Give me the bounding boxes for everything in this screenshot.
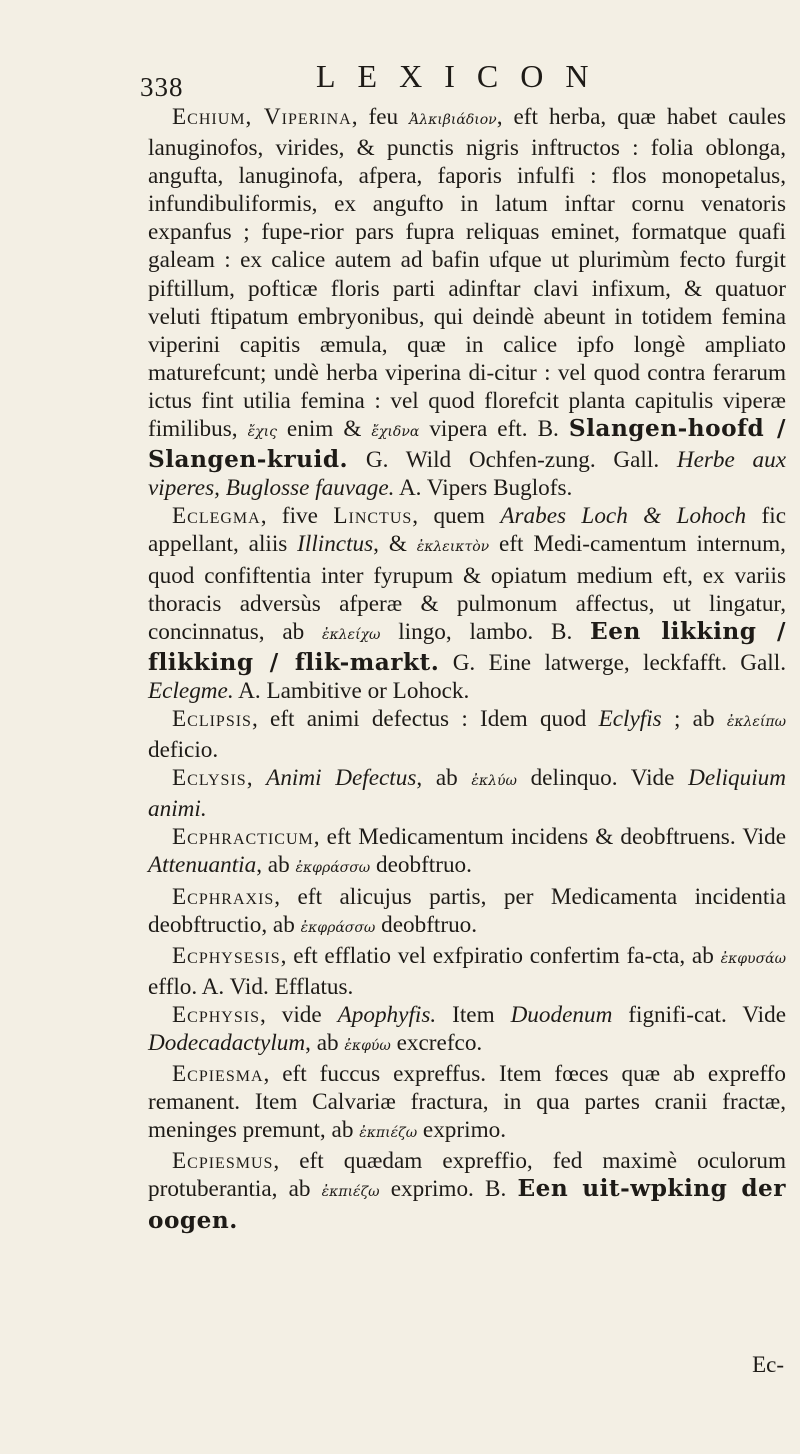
entry-ecphracticum [148, 823, 786, 882]
entry-text: delinquo. Vide [516, 765, 689, 792]
german-gloss: Slangen-hoofd / Slangen-kruid. [148, 415, 787, 474]
entry-text: , eft efflatio vel exfpiratio confertim fa-cta, ab [280, 942, 721, 969]
entry-lemma: Ecphracticum [172, 824, 314, 851]
entry-text: lingo, lambo. B. [380, 618, 591, 645]
entry-ecphraxis [148, 883, 786, 942]
entry-text: , eft herba, quæ habet caules lanuginofos, virides, & punctis nigris inftructos : folia oblonga, angufta, lanuginofa, afpera, faporis infulfi : flos monopetalus, infundibuliformis, ex angufto in latum inftar cornu venatoris expanfus ; fupe-rior pars fupra reliquas eminet, formatque quafi galeam : ex calice autem ad bafin ufque ut plurimùm fecto furgit piftillum, pofticæ floris parti adinftar clavi infixum, & quatuor veluti ftipatum embryonibus, qui deindè abeunt in totidem femina viperini capitis æmula, quæ in calice ipfo longè ampliato maturefcunt; undè herba viperina di-citur : vel quod contra ferarum ictus fint utilia femina : vel quod florefcit planta capitulis viperæ fimilibus, [148, 104, 787, 443]
greek-term: ἐκφυσάω [720, 950, 786, 967]
greek-term: ἔχιδνα [371, 424, 420, 441]
italic-term: Arabes Loch & Lohoch [500, 503, 747, 530]
entry-text: , ab [305, 1030, 345, 1056]
entry-text: fic appellant, aliis [148, 503, 786, 558]
entry-text: deobftruo. [370, 852, 472, 879]
greek-term: ἐκφύω [344, 1038, 391, 1054]
entry-text: , & [373, 531, 417, 558]
entry-lemma: Eclegma [172, 503, 261, 530]
entry-text: , ab [256, 852, 296, 879]
entry-text: , ab [416, 765, 472, 792]
entry-text: enim & [276, 416, 372, 443]
entry-text: fignifi-cat. Vide [612, 1001, 787, 1028]
entry-text: eft Medi-camentum internum, quod confiftentia inter fyrupum & opiatum medium eft, ex variis thoracis adversùs afperæ & pulmonum affectus, ut lingatur, concinnatus, ab [148, 531, 786, 645]
entry-text: vipera eft. B. [419, 416, 569, 443]
italic-term: Attenuantia [148, 852, 257, 879]
entry-text: , eft quædam expreffio, fed maximè oculorum protuberantia, ab [148, 1148, 786, 1203]
entry-lemma: Eclipsis [172, 705, 252, 732]
greek-term: ἐκλεικτὸν [416, 539, 490, 556]
synonym-lemma: Linctus [333, 503, 413, 530]
entry-text: , feu [351, 104, 410, 130]
entry-text: deobftruo. [375, 911, 478, 938]
entry-text: G. Eine latwerge, leckfafft. Gall. [439, 649, 786, 676]
entry-lemma: Ecphysesis [172, 942, 281, 969]
greek-term: ἐκλύω [471, 773, 517, 790]
italic-term: Deliquium animi. [148, 765, 787, 823]
greek-term: ἐκλείπω [726, 713, 786, 730]
entry-text: efflo. A. Vid. Efflatus. [148, 973, 354, 1000]
entry-lemma: Ecphysis [172, 1001, 260, 1028]
page-number: 338 [140, 72, 184, 102]
entry-text: , quem [412, 503, 501, 530]
entry-text: ; ab [661, 705, 727, 732]
italic-term: Illinctus [297, 531, 374, 558]
entry-text: A. Vipers Buglofs. [394, 475, 573, 502]
entry-text: exprimo. [417, 1117, 506, 1144]
greek-term: ἐκλείχω [321, 626, 381, 643]
entry-eclegma [148, 502, 786, 705]
german-gloss: Een uit-wpking der oogen. [148, 1175, 786, 1234]
entry-text: , eft fuccus expreffus. Item fœces quæ ab expreffo remanent. Item Calvariæ fractura, in qua partes cranii fractæ, meninges premunt, ab [148, 1061, 786, 1144]
entry-text: G. Wild Ochfen-zung. Gall. [348, 447, 677, 474]
italic-term: Duodenum [510, 1001, 613, 1028]
greek-term: ἔχις [247, 424, 277, 441]
lexicon-entries [148, 103, 786, 1235]
german-gloss: Een likking / flikking / flik-markt. [148, 617, 787, 676]
entry-text: , vide [259, 1001, 338, 1028]
entry-lemma: Echium, Viperina [172, 104, 352, 130]
greek-term: ἐκπιέζω [359, 1125, 418, 1142]
entry-text: deficio. [148, 737, 219, 764]
italic-term: Animi Defectus [266, 765, 417, 792]
entry-eclysis [148, 764, 786, 823]
entry-lemma: Ecpiesma [172, 1061, 264, 1088]
greek-term: ἐκφράσσω [300, 919, 376, 936]
entry-text: , eft alicujus partis, per Medicamenta incidentia deobftructio, ab [148, 883, 786, 938]
entry-lemma: Eclysis [172, 765, 247, 792]
entry-text: A. Lambitive or Lohock. [233, 677, 470, 704]
italic-term: Apophyfis. [337, 1001, 437, 1028]
greek-term: ἐκφράσσω [295, 860, 371, 877]
italic-term: Herbe aux viperes, Buglosse fauvage. [148, 447, 786, 502]
entry-ecphysis [148, 1001, 786, 1060]
italic-term: Eclyfis [598, 705, 662, 732]
entry-lemma: Ecpiesmus [172, 1148, 274, 1175]
italic-term: Dodecadactylum [148, 1030, 306, 1056]
entry-echium [148, 103, 786, 502]
page-header [140, 52, 780, 102]
entry-ecpiesmus [148, 1147, 786, 1234]
greek-term: ἐκπιέζω [321, 1184, 380, 1201]
italic-term: Eclegme. [148, 677, 234, 704]
greek-term: Ἀλκιβιάδιον [409, 112, 497, 128]
running-head: LEXICON [316, 58, 611, 94]
entry-text: exprimo. B. [379, 1176, 518, 1203]
entry-lemma: Ecphraxis [172, 883, 275, 910]
entry-text: , eft animi defectus : Idem quod [251, 705, 599, 732]
entry-text: , eft Medicamentum incidens & deobftruens. Vide [313, 824, 786, 851]
catchword: Ec- [752, 1352, 784, 1377]
entry-text: Item [436, 1001, 511, 1028]
entry-text: , [246, 765, 267, 792]
entry-eclipsis [148, 705, 786, 764]
entry-text: excrefco. [390, 1030, 483, 1056]
entry-ecpiesma [148, 1060, 786, 1147]
entry-text: , five [260, 503, 334, 530]
entry-ecphysesis [148, 942, 786, 1001]
